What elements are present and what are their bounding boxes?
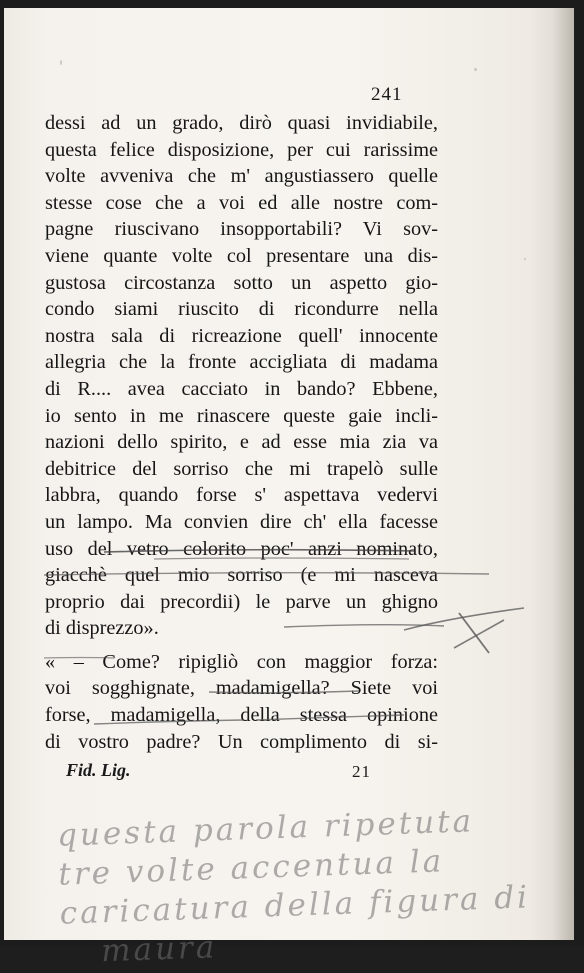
handwritten-line: questa parola ripetuta xyxy=(56,803,475,854)
body-text xyxy=(45,110,438,755)
text-line: « – Come? ripigliò con maggior forza: xyxy=(45,650,438,673)
text-line: proprio dai precordii) le parve un ghigno xyxy=(45,590,438,613)
text-line: debitrice del sorriso che mi trapelò sulle xyxy=(45,457,438,480)
text-line: forse, madamigella, della stessa opinione xyxy=(45,704,438,727)
text-line: labbra, quando forse s' aspettava vedervi xyxy=(45,484,438,507)
paper-speck xyxy=(60,60,62,65)
text-line: questa felice disposizione, per cui rarissime xyxy=(45,138,438,161)
cross-mark-a xyxy=(459,613,489,653)
text-line: pagne riuscivano insopportabili? Vi sov- xyxy=(45,218,438,241)
text-line: allegria che la fronte accigliata di madama xyxy=(45,351,438,374)
sheet-number: 21 xyxy=(352,762,371,781)
text-line: di vostro padre? Un complimento di si- xyxy=(45,730,438,753)
handwritten-line: tre volte accentua la xyxy=(57,843,445,893)
text-line: nostra sala di ricreazione quell' innocente xyxy=(45,324,438,347)
cross-mark-b xyxy=(454,620,504,648)
handwritten-line: maura xyxy=(100,929,218,970)
signature-mark: Fid. Lig. xyxy=(66,760,131,780)
handwritten-line: caricatura della figura di xyxy=(59,879,531,932)
text-line: stesse cose che a voi ed alle nostre com- xyxy=(45,191,438,214)
text-line: giacchè quel mio sorriso (e mi nasceva xyxy=(45,564,438,587)
text-line: io sento in me rinascere queste gaie incli- xyxy=(45,404,438,427)
book-page xyxy=(4,8,574,970)
text-line: condo siami riuscito di ricondurre nella xyxy=(45,298,438,321)
text-line: dessi ad un grado, dirò quasi invidiabile, xyxy=(45,112,438,134)
paper-speck xyxy=(474,68,477,71)
text-line: volte avveniva che m' angustiassero quelle xyxy=(45,165,438,188)
text-line: viene quante volte col presentare una dis- xyxy=(45,244,438,267)
text-line: uso del vetro colorito poc' anzi nominato, xyxy=(45,537,438,560)
text-line: voi sogghignate, madamigella? Siete voi xyxy=(45,677,438,700)
text-line: un lampo. Ma convien dire ch' ella facesse xyxy=(45,510,438,533)
handwritten-note xyxy=(56,799,561,972)
page-number: 241 xyxy=(371,84,403,105)
text-line: gustosa circostanza sotto un aspetto gio- xyxy=(45,271,438,294)
text-line: di disprezzo». xyxy=(45,617,159,640)
paper-speck xyxy=(524,258,526,260)
text-line: di R.... avea cacciato in bando? Ebbene, xyxy=(45,377,438,400)
text-line: nazioni dello spirito, e ad esse mia zia va xyxy=(45,431,438,454)
